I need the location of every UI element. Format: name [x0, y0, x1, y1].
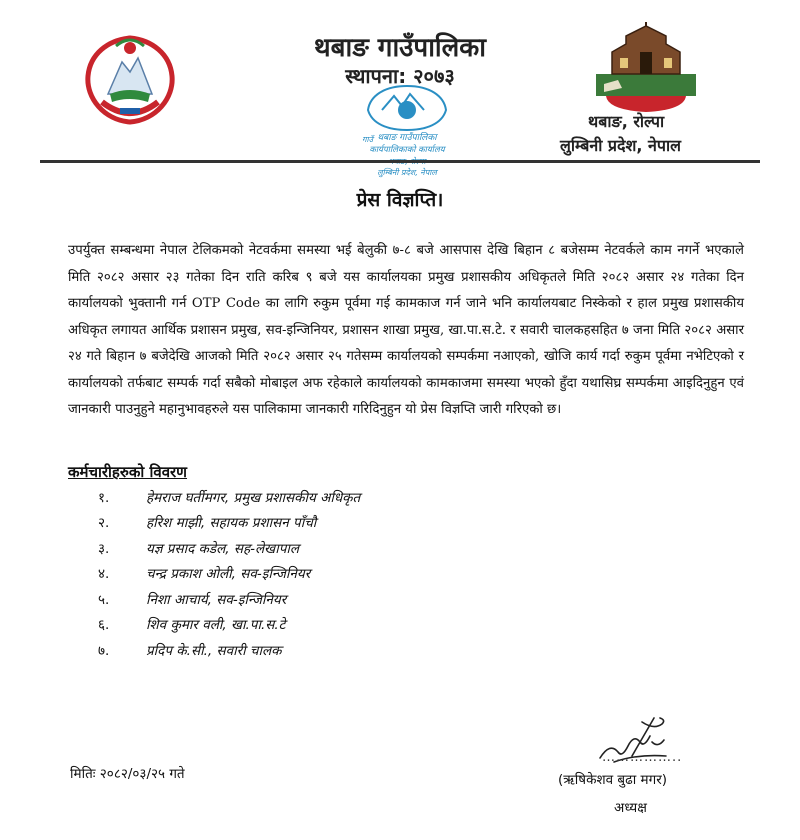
- staff-heading: कर्मचारीहरुको विवरण: [68, 463, 188, 481]
- signature-dots: ……………..: [602, 750, 683, 765]
- list-item: [98, 561, 360, 587]
- list-item-number: ३.: [98, 540, 110, 557]
- office-seal-icon: [352, 80, 462, 185]
- list-item: [98, 637, 360, 663]
- press-release-body: उपर्युक्त सम्बन्धमा नेपाल टेलिकमको नेटवर्कमा समस्या भई बेलुकी ७-८ बजे आसपास देखि बिहान ८ बजेसम्म नेटवर्कले काम नगर्ने भएकाले मिति २०८२ असार २३ गतेका दिन राति करिब ९ बजे यस कार्यालयका प्रमुख प्रशासकीय अधिकृतले मिति २०८२ असार २४ गतेका दिन कार्यालयको भुक्तानी गर्न OTP Code का लागि रुकुम पूर्वमा गई कामकाज गर्न जाने भनि कार्यालयबाट निस्केको र हाल प्रमुख प्रशासकीय अधिकृत लगायत आर्थिक प्रशासन प्रमुख, सव-इन्जिनियर, प्रशासन शाखा प्रमुख, खा.पा.स.टे. र सवारी चालकहसहित ७ जना मिति २०८२ असार २४ गते बिहान ७ बजेदेखि आजको मिति २०८२ असार २५ गतेसम्म कार्यालयको सम्पर्कमा नआएको, खोजि कार्य गर्दा रुकुम पूर्वमा नभेटिएको र कार्यालयको तर्फबाट सम्पर्क गर्दा सबैको मोबाइल अफ रहेकाले कार्यालयको कामकाजमा समस्या भएको हुँदा यथासिघ्र सम्पर्कमा आइदिनुहुन एवं जानकारी पाउनुहुने महानुभावहरुले यस पालिकामा जानकारी गरिदिनुहुन यो प्रेस विज्ञप्ति जारी गरिएको छ।: [68, 243, 744, 417]
- list-item: [98, 612, 360, 638]
- list-item-number: ६.: [98, 617, 110, 634]
- list-item-number: ५.: [98, 591, 110, 608]
- list-item-text: हरिश माझी, सहायक प्रशासन पाँचौ: [146, 515, 317, 532]
- issue-date: मितिः २०८२/०३/२५ गते: [70, 766, 185, 782]
- signatory-title: अध्यक्ष: [614, 800, 647, 816]
- list-item: [98, 586, 360, 612]
- seal-text-line-0: गाउँ: [362, 135, 373, 144]
- list-item-text: हेमराज घर्तीमगर, प्रमुख प्रशासकीय अधिकृत: [146, 489, 361, 506]
- list-item-text: प्रदिप के.सी., सवारी चालक: [146, 642, 282, 659]
- address-line-2: लुम्बिनी प्रदेश, नेपाल: [560, 136, 682, 155]
- address-line-1: थबाङ, रोल्पा: [588, 112, 665, 131]
- list-item: [98, 535, 360, 561]
- list-item-text: निशा आचार्य, सव-इन्जिनियर: [146, 591, 287, 608]
- header-divider: [40, 160, 760, 163]
- list-item-number: २.: [98, 515, 110, 532]
- list-item-number: १.: [98, 489, 110, 506]
- list-item-text: चन्द्र प्रकाश ओली, सव-इन्जिनियर: [146, 566, 311, 583]
- press-release-title: प्रेस विज्ञप्ति।: [356, 189, 444, 211]
- signatory-name: (ऋषिकेशव बुढा मगर): [558, 772, 667, 788]
- list-item-number: ७.: [98, 642, 110, 659]
- seal-text-line-4: लुम्बिनी प्रदेश, नेपाल: [377, 168, 437, 177]
- list-item-text: यज्ञ प्रसाद कडेल, सह-लेखापाल: [146, 540, 300, 557]
- list-item-number: ४.: [98, 566, 110, 583]
- municipality-title: थबाङ गाउँपालिका: [314, 33, 486, 63]
- seal-text-line-2: कार्यपालिकाको कार्यालय: [369, 145, 445, 155]
- list-item-text: शिव कुमार वली, खा.पा.स.टे: [146, 617, 286, 634]
- established-date: स्थापना: २०७३: [345, 64, 455, 88]
- list-item: [98, 484, 360, 510]
- seal-text-line-1: थबाङ गाउँपालिका: [377, 133, 437, 143]
- list-item: [98, 510, 360, 536]
- staff-list: [98, 484, 360, 663]
